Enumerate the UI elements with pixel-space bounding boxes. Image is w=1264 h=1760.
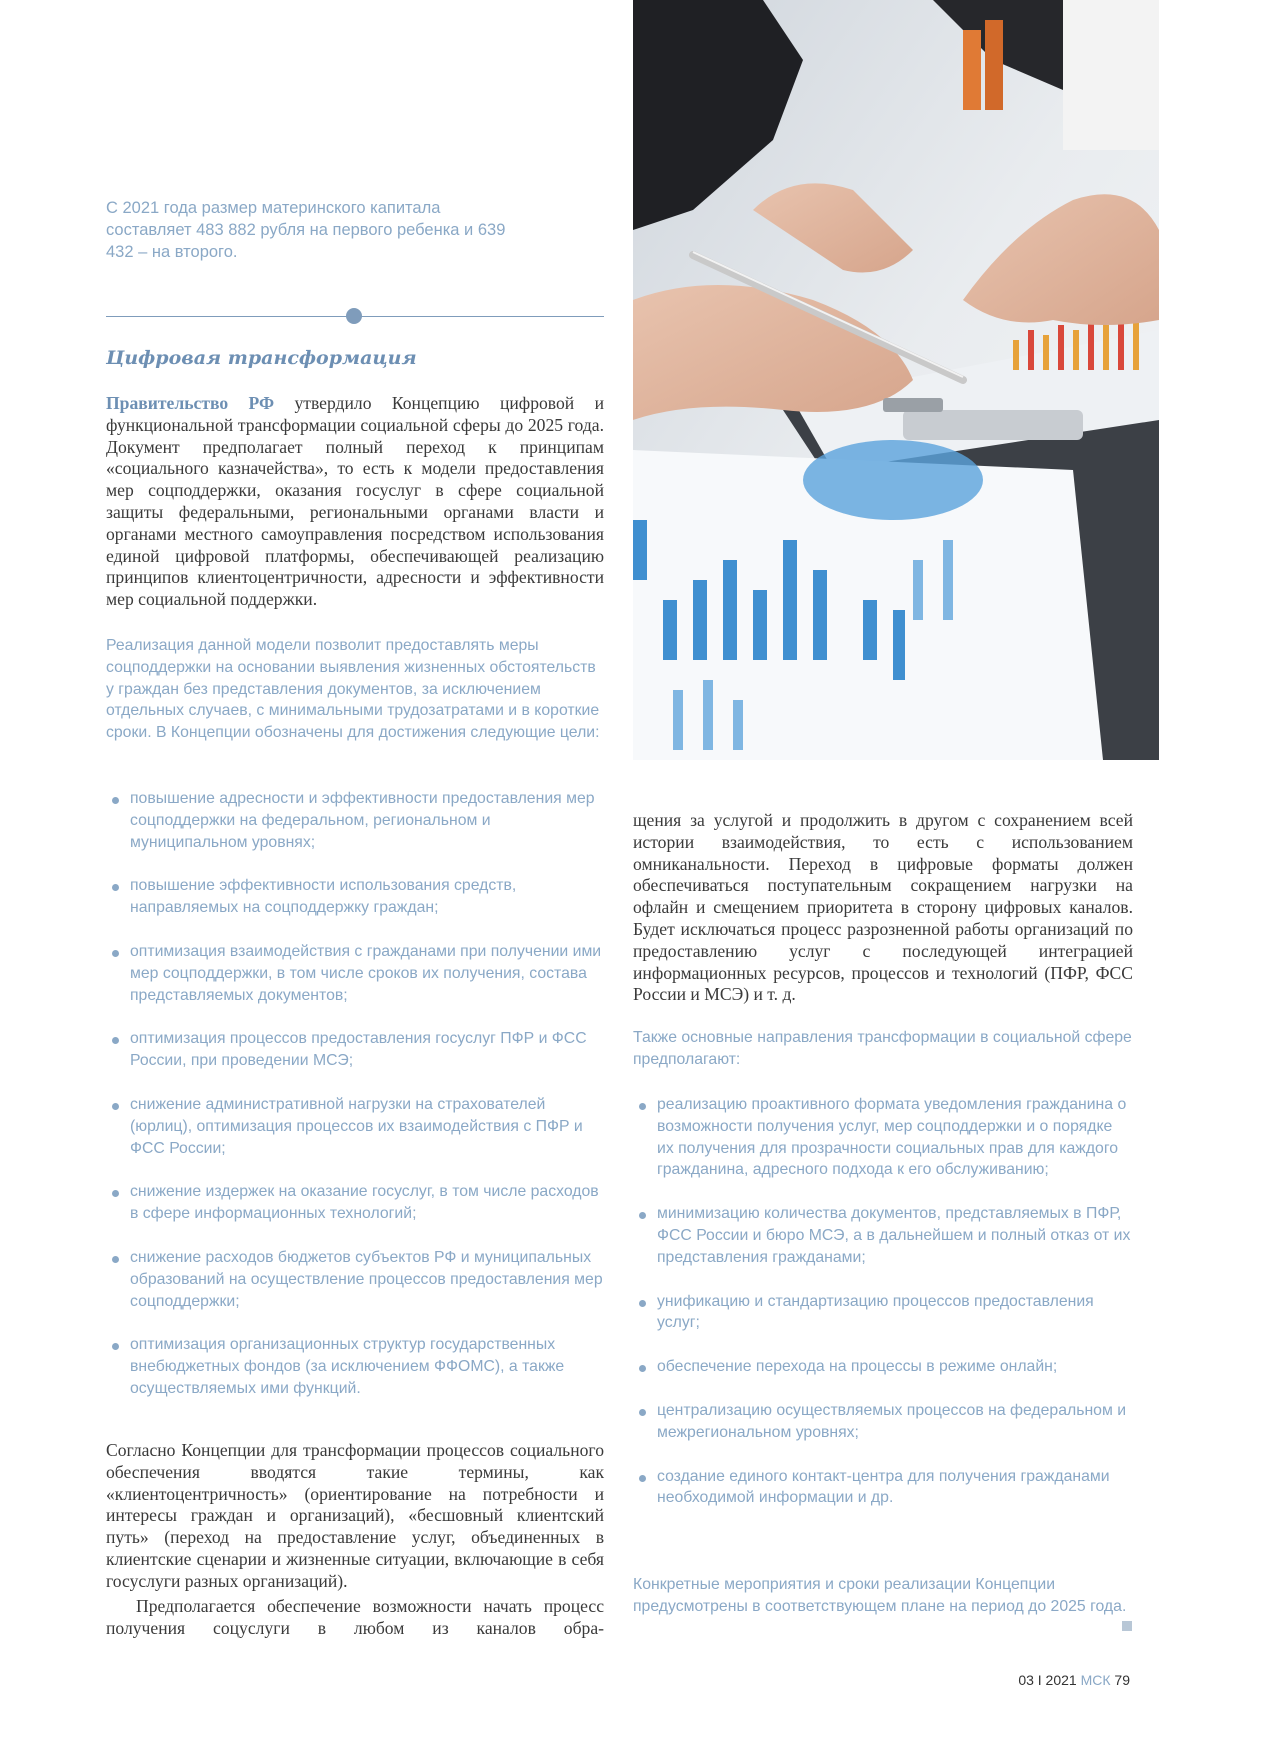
page-folio — [980, 1672, 1130, 1688]
start-paragraph — [106, 1596, 604, 1640]
list-item: снижение издержек на оказание госуслуг, в том числе расходов в сфере информационных технологий; — [106, 1181, 606, 1225]
list-item: повышение адресности и эффективности предоставления мер соцподдержки на федеральном, региональном и муниципальном уровнях; — [106, 788, 606, 853]
list-item: оптимизация процессов предоставления госуслуг ПФР и ФСС России, при проведении МСЭ; — [106, 1028, 606, 1072]
divider-dot — [346, 308, 362, 324]
directions-list — [633, 1094, 1133, 1531]
folio-magazine: МСК — [1080, 1672, 1111, 1688]
intro-bold-lead: Правительство РФ — [106, 393, 275, 413]
continuation-paragraph: щения за услугой и продолжить в другом с сохранением всей истории взаимодействия, то есть с использованием омниканальности. Переход в цифровые форматы должен обеспечиваться поступательным сокращением нагрузки на офлайн и смещением приоритета в сторону цифровых каналов. Будет исключаться процесс разрозненной работы организаций по предоставлению услуг с последующей интеграцией информационных ресурсов, процессов и технологий (ПФР, ФСС России и МСЭ) и т. д. — [633, 810, 1133, 1005]
intro-paragraph — [106, 393, 604, 611]
end-of-article-mark — [1122, 1621, 1132, 1631]
list-item: оптимизация организационных структур государственных внебюджетных фондов (за исключением ФФОМС), а также осуществляемых ими функций. — [106, 1334, 606, 1399]
goals-list — [106, 788, 606, 1422]
list-item: унификацию и стандартизацию процессов предоставления услуг; — [633, 1291, 1133, 1335]
photo-hands-documents — [633, 0, 1159, 760]
lead-note: С 2021 года размер материнского капитала составляет 483 882 рубля на первого ребенка и 639 432 – на второго. — [106, 199, 506, 261]
list-item: снижение административной нагрузки на страхователей (юрлиц), оптимизация процессов их взаимодействия с ПФР и ФСС России; — [106, 1094, 606, 1159]
closing-paragraph: Конкретные мероприятия и сроки реализации Концепции предусмотрены в соответствующем плане на период до 2025 года. — [633, 1576, 1127, 1615]
list-item: централизацию осуществляемых процессов на федеральном и межрегиональном уровнях; — [633, 1400, 1133, 1444]
model-paragraph: Реализация данной модели позволит предоставлять меры соцподдержки на основании выявления жизненных обстоятельств у граждан без представления документов, за исключением отдельных случаев, с минимальными трудозатратами и в короткие сроки. В Концепции обозначены для достижения следующие цели: — [106, 637, 600, 742]
list-item: создание единого контакт-центра для получения гражданами необходимой информации и др. — [633, 1466, 1133, 1510]
list-item: обеспечение перехода на процессы в режиме онлайн; — [633, 1356, 1133, 1378]
intro-text: утвердило Концепцию цифровой и функциональной трансформации социальной сферы до 2025 года. Документ предполагает полный переход к принципам «социального казначейства», то есть к модели предоставления мер соцподдержки, оказания госуслуг в сфере социальной защиты федеральными, региональными органами власти и органами местного самоуправления посредством использования единой цифровой платформы, обеспечивающей реализацию принципов клиентоцентричности, адресности и эффективности мер социальной поддержки. — [106, 393, 604, 610]
list-item: снижение расходов бюджетов субъектов РФ и муниципальных образований на осуществление процессов предоставления мер соцподдержки; — [106, 1247, 606, 1312]
terms-paragraph: Согласно Концепции для трансформации процессов социального обеспечения вводятся такие термины, как «клиентоцентричность» (ориентирование на потребности и интересы граждан и организаций), «бесшовный клиентский путь» (переход на предоставление услуг, объединенных в клиентские сценарии и жизненные ситуации, включающие в себя госуслуги разных организаций). — [106, 1440, 604, 1591]
list-item: оптимизация взаимодействия с гражданами при получении ими мер соцподдержки, в том числе сроков их получения, состава представляемых документов; — [106, 941, 606, 1006]
section-heading: Цифровая трансформация — [106, 347, 417, 369]
list-item: минимизацию количества документов, представляемых в ПФР, ФСС России и бюро МСЭ, а в дальнейшем и полный отказ от их представления гражданами; — [633, 1203, 1133, 1268]
folio-page-number: 79 — [1114, 1672, 1130, 1688]
start-text: Предполагается обеспечение возможности начать процесс получения соцуслуги в любом из каналов обра- — [106, 1596, 604, 1638]
directions-intro: Также основные направления трансформации в социальной сфере предполагают: — [633, 1029, 1132, 1068]
list-item: повышение эффективности использования средств, направляемых на соцподдержку граждан; — [106, 875, 606, 919]
folio-issue: 03 I 2021 — [1018, 1672, 1077, 1688]
list-item: реализацию проактивного формата уведомления гражданина о возможности получения услуг, мер соцподдержки и о порядке их получения для прозрачности социальных прав для каждого гражданина, адресного подхода к его обслуживанию; — [633, 1094, 1133, 1181]
